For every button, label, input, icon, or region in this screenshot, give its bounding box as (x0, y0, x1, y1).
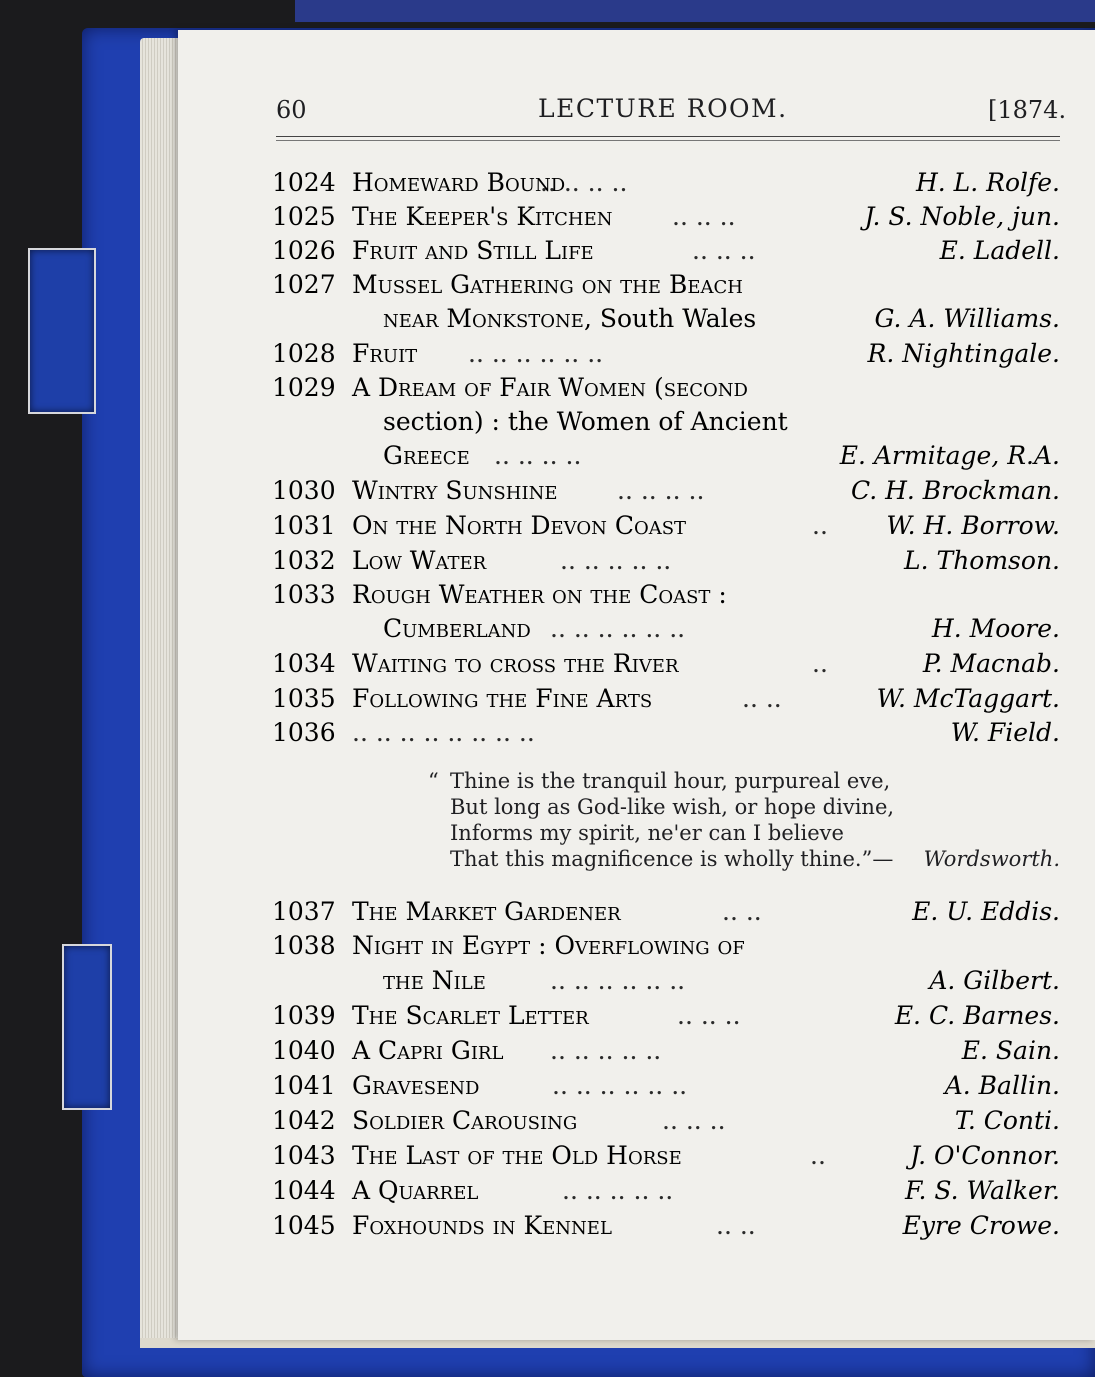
entry-number: 1036 (272, 718, 336, 747)
entry-title: Wintry Sunshine (352, 476, 558, 505)
catalogue-entry (272, 168, 1060, 202)
entry-leader-dots: .. .. .. (677, 1001, 741, 1030)
entry-number: 1038 (272, 931, 336, 960)
quote-line: Informs my spirit, ne'er can I believe (450, 821, 844, 845)
entry-title: Fruit and Still Life (352, 236, 594, 265)
entry-leader-dots: .. .. .. .. .. .. (550, 614, 686, 643)
entry-leader-dots: .. .. .. .. (494, 441, 582, 470)
bookmark-tab-top (28, 248, 96, 414)
catalogue-entry (272, 270, 1060, 304)
header-rule (276, 136, 1060, 141)
catalogue-entry (272, 236, 1060, 270)
entry-leader-dots: .. .. .. .. .. (560, 546, 672, 575)
entry-artist: J. O'Connor. (910, 1141, 1060, 1170)
catalogue-entry (272, 1141, 1060, 1175)
entry-leader-dots: .. .. .. .. (540, 168, 628, 197)
catalogue-entry (272, 373, 1060, 407)
entry-number: 1027 (272, 270, 336, 299)
catalogue-entry (272, 511, 1060, 545)
catalogue-entry (272, 580, 1060, 614)
entry-leader-dots: .. .. .. .. .. .. (552, 1071, 688, 1100)
entry-number: 1029 (272, 373, 336, 402)
entry-title: The Market Gardener (352, 897, 621, 926)
entry-number: 1041 (272, 1071, 336, 1100)
catalogue-entry (272, 1106, 1060, 1140)
entry-leader-dots: .. .. .. .. .. .. (468, 339, 604, 368)
entry-title: Night in Egypt : Overflowing of (352, 931, 745, 960)
catalogue-entry (272, 546, 1060, 580)
entry-title: near Monkstone, South Wales (383, 304, 757, 333)
entry-title: A Capri Girl (352, 1036, 504, 1065)
catalogue-entry (272, 684, 1060, 718)
entry-artist: G. A. Williams. (874, 304, 1060, 333)
catalogue-entry (272, 1036, 1060, 1070)
entry-leader-dots: .. .. .. .. .. (550, 1036, 662, 1065)
entry-artist: E. Sain. (961, 1036, 1060, 1065)
quote-line: Thine is the tranquil hour, purpureal eve, (450, 769, 891, 793)
entry-artist: Eyre Crowe. (902, 1211, 1060, 1240)
entry-artist: E. Ladell. (939, 236, 1060, 265)
entry-artist: L. Thomson. (904, 546, 1060, 575)
entry-leader-dots: .. .. .. .. .. .. .. .. (352, 718, 535, 747)
catalogue-entry (272, 304, 1060, 338)
catalogue-entry (272, 202, 1060, 236)
entry-title: The Keeper's Kitchen (352, 202, 613, 231)
entry-artist: F. S. Walker. (905, 1176, 1060, 1205)
quote-open-mark: “ (428, 769, 439, 793)
entry-leader-dots: .. .. .. (662, 1106, 726, 1135)
entry-number: 1039 (272, 1001, 336, 1030)
entry-leader-dots: .. (810, 1141, 826, 1170)
catalogue-entry (272, 649, 1060, 683)
catalogue-entry (272, 966, 1060, 1000)
entry-number: 1044 (272, 1176, 336, 1205)
entry-title: Following the Fine Arts (352, 684, 653, 713)
entry-artist: A. Ballin. (944, 1071, 1060, 1100)
entry-title: A Quarrel (352, 1176, 479, 1205)
entry-title: Low Water (352, 546, 487, 575)
catalogue-entry (272, 441, 1060, 475)
catalogue-entry (272, 1176, 1060, 1210)
entry-title: Homeward Bound (352, 168, 566, 197)
entry-number: 1028 (272, 339, 336, 368)
entry-title: A Dream of Fair Women (second (352, 373, 748, 402)
entry-artist: P. Macnab. (922, 649, 1060, 678)
entry-leader-dots: .. .. (722, 897, 762, 926)
running-head: LECTURE ROOM. (538, 94, 788, 123)
quote-attribution: Wordsworth. (923, 847, 1060, 871)
entry-title: section) : the Women of Ancient (383, 407, 788, 436)
entry-number: 1025 (272, 202, 336, 231)
entry-number: 1042 (272, 1106, 336, 1135)
catalogue-entry (272, 718, 1060, 752)
catalogue-entry (272, 614, 1060, 648)
entry-title: The Scarlet Letter (352, 1001, 589, 1030)
entry-artist: W. McTaggart. (876, 684, 1060, 713)
poem-quote (428, 768, 1060, 872)
catalogue-entry (272, 1211, 1060, 1245)
book-spine-edge (295, 0, 1095, 22)
entry-number: 1034 (272, 649, 336, 678)
entry-leader-dots: .. .. .. (692, 236, 756, 265)
entry-title: the Nile (383, 966, 486, 995)
entry-artist: A. Gilbert. (929, 966, 1060, 995)
entry-number: 1035 (272, 684, 336, 713)
entry-leader-dots: .. .. .. .. .. (562, 1176, 674, 1205)
entry-title: Gravesend (352, 1071, 480, 1100)
entry-artist: E. C. Barnes. (894, 1001, 1060, 1030)
entry-title: Rough Weather on the Coast : (352, 580, 727, 609)
entry-title: Mussel Gathering on the Beach (352, 270, 743, 299)
entry-artist: E. U. Eddis. (912, 897, 1060, 926)
entry-number: 1043 (272, 1141, 336, 1170)
entry-number: 1040 (272, 1036, 336, 1065)
page-number: 60 (276, 96, 307, 124)
entry-number: 1030 (272, 476, 336, 505)
entry-leader-dots: .. .. .. .. (617, 476, 705, 505)
bookmark-tab-bottom (62, 944, 112, 1110)
entry-artist: E. Armitage, R.A. (839, 441, 1060, 470)
entry-artist: H. L. Rolfe. (915, 168, 1060, 197)
catalogue-entry (272, 1001, 1060, 1035)
entry-number: 1045 (272, 1211, 336, 1240)
entry-title: Soldier Carousing (352, 1106, 578, 1135)
entry-artist: J. S. Noble, jun. (864, 202, 1060, 231)
catalogue-entry (272, 897, 1060, 931)
catalogue-entry (272, 1071, 1060, 1105)
entry-number: 1024 (272, 168, 336, 197)
entry-artist: R. Nightingale. (867, 339, 1060, 368)
entry-title: Cumberland (383, 614, 531, 643)
entry-number: 1031 (272, 511, 336, 540)
entry-title: The Last of the Old Horse (352, 1141, 682, 1170)
entry-title: Waiting to cross the River (352, 649, 679, 678)
entry-title: Greece (383, 441, 470, 470)
entry-artist: W. Field. (950, 718, 1060, 747)
entry-leader-dots: .. .. (716, 1211, 756, 1240)
quote-line: That this magnificence is wholly thine.”— (450, 847, 894, 871)
entry-number: 1032 (272, 546, 336, 575)
entry-leader-dots: .. .. (742, 684, 782, 713)
quote-line: But long as God-like wish, or hope divine, (450, 795, 895, 819)
entry-artist: C. H. Brockman. (850, 476, 1060, 505)
entry-number: 1026 (272, 236, 336, 265)
entry-leader-dots: .. .. .. .. .. .. (550, 966, 686, 995)
entry-artist: W. H. Borrow. (886, 511, 1060, 540)
year-marker: [1874. (988, 96, 1067, 124)
entry-title: On the North Devon Coast (352, 511, 687, 540)
entry-leader-dots: .. (812, 511, 828, 540)
catalogue-entry (272, 931, 1060, 965)
entry-leader-dots: .. .. .. (672, 202, 736, 231)
entry-title: Foxhounds in Kennel (352, 1211, 612, 1240)
entry-number: 1037 (272, 897, 336, 926)
entry-number: 1033 (272, 580, 336, 609)
entry-leader-dots: .. (812, 649, 828, 678)
catalogue-entry (272, 339, 1060, 373)
catalogue-entry (272, 407, 1060, 441)
entry-title: Fruit (352, 339, 418, 368)
entry-artist: H. Moore. (931, 614, 1060, 643)
entry-artist: T. Conti. (954, 1106, 1060, 1135)
catalogue-entry (272, 476, 1060, 510)
